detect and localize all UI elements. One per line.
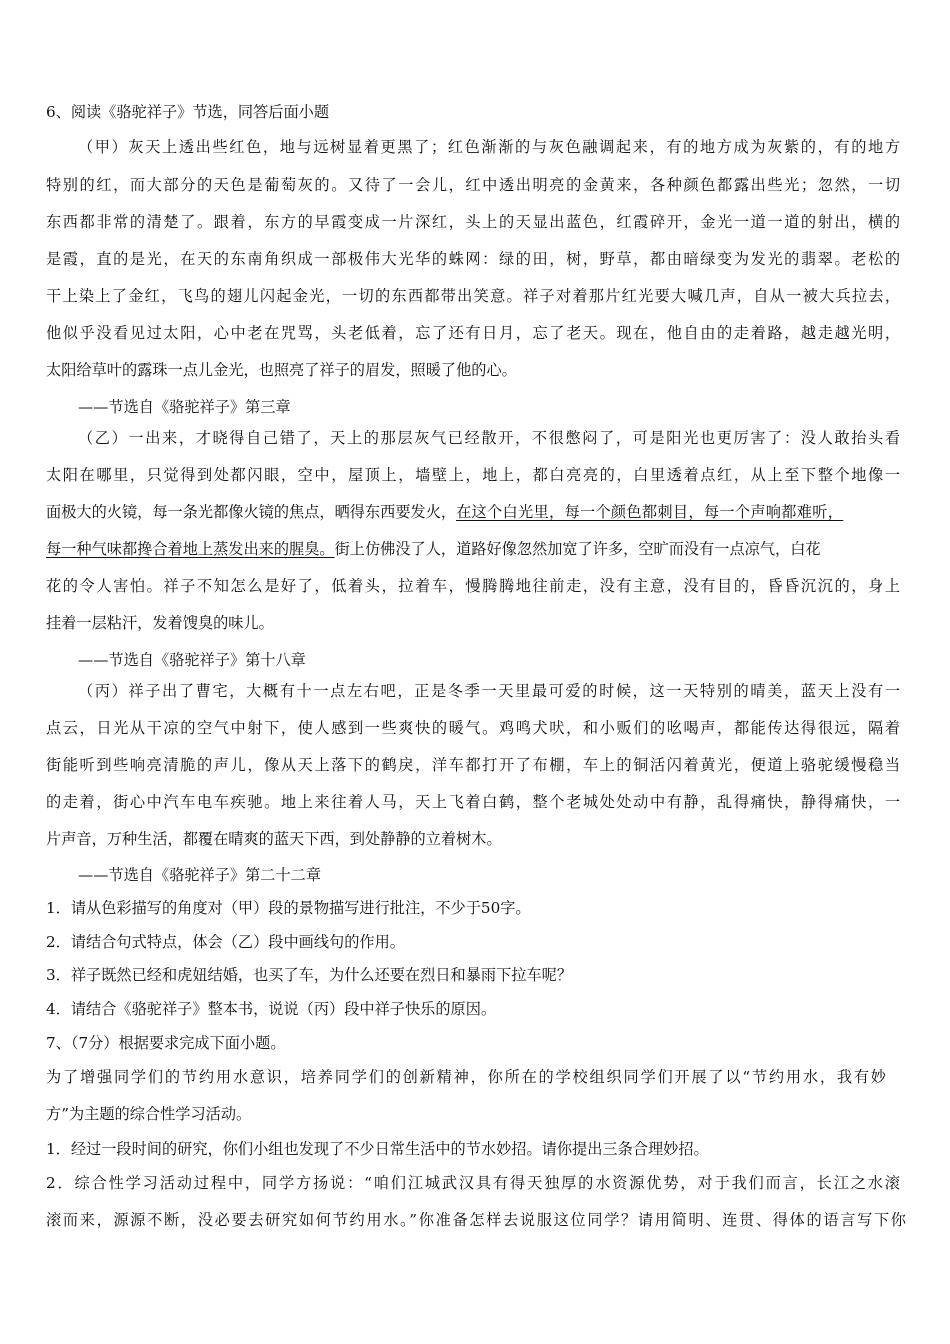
passage-yi-source: ——节选自《骆驼祥子》第十八章 — [78, 651, 306, 669]
passage-yi-line-3 — [46, 502, 906, 522]
q7-subquestion-1: 1．经过一段时间的研究，你们小组也发现了不少日常生活中的节水妙招。请你提出三条合理妙招。 — [46, 1140, 709, 1158]
q7-intro-line: 为了增强同学们的节约用水意识，培养同学们的创新精神，你所在的学校组织同学们开展了以“节约用水，我有妙 — [46, 1068, 886, 1086]
passage-bing-line: 点云，日光从干凉的空气中射下，使人感到一些爽快的暖气。鸡鸣犬吠，和小贩们的吆喝声，都能传达得很远，隔着 — [46, 719, 900, 737]
passage-bing-line: 片声音，万种生活，都覆在晴爽的蓝天下西，到处静静的立着树木。 — [46, 830, 502, 848]
passage-jia-line: 是霞，直的是光，在天的东南角织成一部极伟大光华的蛛网：绿的田，树，野草，都由暗绿变为发光的翡翠。老松的 — [46, 250, 900, 268]
passage-bing-line: 街能听到些响亮清脆的声儿，像从天上落下的鹤戾，洋车都打开了布棚，车上的铜活闪着黄光，便道上骆驼缓慢稳当 — [46, 756, 900, 774]
q6-subquestion-2: 2．请结合句式特点，体会（乙）段中画线句的作用。 — [46, 933, 405, 951]
q7-intro-line: 方”为主题的综合性学习活动。 — [46, 1105, 252, 1123]
plain-text: 面极大的火镜，每一条光都像火镜的焦点，晒得东西要发火， — [46, 503, 457, 521]
passage-bing-line: （丙）祥子出了曹宅，大概有十一点左右吧，正是冬季一天里最可爱的时候，这一天特别的晴美，蓝天上没有一 — [78, 682, 900, 700]
passage-yi-line: 挂着一层粘汗，发着馊臭的味儿。 — [46, 614, 274, 632]
q7-subquestion-2-continued: 滚而来，源源不断，没必要去研究如何节约用水。”你准备怎样去说服这位同学？请用简明、连贯、得体的语言写下你 — [46, 1211, 906, 1229]
plain-text: 街上仿佛没了人，道路好像忽然加宽了许多，空旷而没有一点凉气，白花 — [334, 540, 821, 558]
passage-bing-line: 的走着，街心中汽车电车疾驰。地上来往着人马，天上飞着白鹤，整个老城处处动中有静，乱得痛快，静得痛快，一 — [46, 793, 900, 811]
passage-jia-line: 干上染上了金红，飞鸟的翅儿闪起金光，一切的东西都带出笑意。祥子对着那片红光要大喊几声，自从一被大兵拉去， — [46, 287, 900, 305]
passage-jia-line: 他似乎没看见过太阳，心中老在咒骂，头老低着，忘了还有日月，忘了老天。现在，他自由的走着路，越走越光明， — [46, 324, 900, 342]
q6-subquestion-3: 3．祥子既然已经和虎妞结婚，也买了车，为什么还要在烈日和暴雨下拉车呢？ — [46, 966, 573, 984]
question-7-title: 7、（7分）根据要求完成下面小题。 — [46, 1034, 286, 1052]
passage-yi-line: 太阳在哪里，只觉得到处都闪眼，空中，屋顶上，墙壁上，地上，都白亮亮的，白里透着点红，从上至下整个地像一 — [46, 466, 900, 484]
passage-jia-line: 特别的红，而大部分的天色是葡萄灰的。又待了一会儿，红中透出明亮的金黄来，各种颜色都露出些光；忽然，一切 — [46, 176, 900, 194]
passage-jia-line: 太阳给草叶的露珠一点儿金光，也照亮了祥子的眉发，照暖了他的心。 — [46, 361, 517, 379]
q7-subquestion-2: 2．综合性学习活动过程中，同学方扬说：“咱们江城武汉具有得天独厚的水资源优势，对于我们而言，长江之水滚 — [46, 1174, 900, 1192]
underlined-sentence: 每一种气味都搀合着地上蒸发出来的腥臭。 — [46, 540, 335, 558]
passage-yi-line-4 — [46, 539, 906, 559]
underlined-sentence: 在这个白光里，每一个颜色都刺目，每一个声响都难听， — [456, 503, 844, 521]
passage-bing-source: ——节选自《骆驼祥子》第二十二章 — [78, 866, 321, 884]
passage-jia-line: 东西都非常的清楚了。跟着，东方的早霞变成一片深红，头上的天显出蓝色，红霞碎开，金光一道一道的射出，横的 — [46, 213, 900, 231]
question-6-title: 6、阅读《骆驼祥子》节选，同答后面小题 — [46, 103, 330, 121]
passage-jia-line: （甲）灰天上透出些红色，地与远树显着更黑了；红色渐渐的与灰色融调起来，有的地方成为灰紫的，有的地方 — [78, 138, 900, 156]
passage-yi-line: （乙）一出来，才晓得自己错了，天上的那层灰气已经散开，不很憋闷了，可是阳光也更厉害了：没人敢抬头看 — [78, 429, 900, 447]
passage-jia-source: ——节选自《骆驼祥子》第三章 — [78, 398, 291, 416]
q6-subquestion-4: 4．请结合《骆驼祥子》整本书，说说（丙）段中祥子快乐的原因。 — [46, 1000, 497, 1018]
passage-yi-line: 花的令人害怕。祥子不知怎么是好了，低着头，拉着车，慢腾腾地往前走，没有主意，没有目的，昏昏沉沉的，身上 — [46, 577, 900, 595]
q6-subquestion-1: 1．请从色彩描写的角度对（甲）段的景物描写进行批注，不少于50字。 — [46, 899, 531, 917]
